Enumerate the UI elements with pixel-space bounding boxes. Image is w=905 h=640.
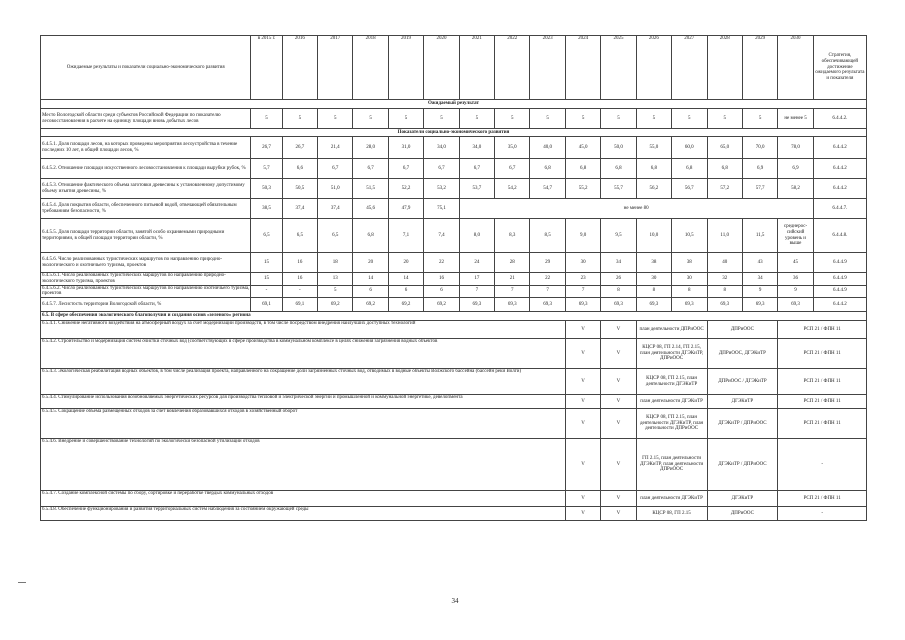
- value-cell: 69,1: [251, 298, 282, 312]
- value-cell: 20: [388, 253, 423, 273]
- value-cell: 56,2: [636, 179, 671, 199]
- table-row: [41, 219, 867, 253]
- period-mark: V: [601, 491, 636, 507]
- period-mark: V: [601, 409, 636, 439]
- basis-document: ГП 2.15, план деятельности ДГЭКиТР, план деятельности ДПРиООС: [636, 439, 707, 491]
- value-cell: 14: [353, 273, 388, 286]
- value-cell: 32: [707, 273, 742, 286]
- row-name: 6.4.5.3. Отношение фактического объема заготовки древесины к установленному допустимому объему изъятия древесины, %: [41, 179, 251, 199]
- period-mark: V: [565, 491, 600, 507]
- value-cell: 43: [742, 253, 777, 273]
- value-cell: 53,7: [459, 179, 494, 199]
- table-row: [41, 321, 867, 339]
- value-cell: 24: [459, 253, 494, 273]
- value-cell: 69,3: [636, 298, 671, 312]
- value-cell: 34,0: [424, 137, 459, 159]
- period-mark: V: [601, 507, 636, 521]
- value-cell: 10,5: [672, 219, 707, 253]
- value-cell: 38,5: [251, 199, 282, 219]
- value-cell: 78,0: [778, 137, 813, 159]
- row-name: Место Вологодской области среди субъектов Российской Федерации по показателю лесовосстановления в расчете на единицу площади вновь добытых лесов: [41, 109, 251, 129]
- basis-document: план деятельности ДГЭКиТР: [636, 491, 707, 507]
- value-cell: 5: [424, 109, 459, 129]
- value-cell: 69,3: [778, 298, 813, 312]
- value-cell: 8: [601, 285, 636, 298]
- strategy-code: -: [778, 507, 867, 521]
- basis-document: КЦСР 08, ГП 2.15: [636, 507, 707, 521]
- year-header: 2018: [353, 36, 388, 100]
- value-cell: 5: [530, 109, 565, 129]
- value-cell: 11,5: [742, 219, 777, 253]
- strategy-code: 6.4.4.8.: [813, 219, 866, 253]
- responsible-executor: ДГЭКиТР: [707, 491, 778, 507]
- table-row: [41, 159, 867, 179]
- value-cell: 45,6: [353, 199, 388, 219]
- value-cell: 69,3: [742, 298, 777, 312]
- value-cell: 30: [565, 253, 600, 273]
- period-mark: V: [565, 321, 600, 339]
- page-number: 34: [451, 597, 459, 605]
- value-cell: 7,1: [388, 219, 423, 253]
- section-ecology-title-row: [41, 312, 867, 321]
- row-name: 6.4.5.6.2. Число реализованных туристических маршрутов по направлению охотничьего туризма, проектов: [42, 285, 250, 297]
- responsible-executor: ДПРиООС, ДГЭКиТР: [707, 339, 778, 369]
- value-cell: 69,3: [459, 298, 494, 312]
- strategy-code: 6.4.4.9: [813, 253, 866, 273]
- value-cell: 54,7: [530, 179, 565, 199]
- responsible-executor: ДГЭКиТР / ДПРиООС: [707, 439, 778, 491]
- strategy-code: РСП 21 / ФПН 11: [778, 339, 867, 369]
- value-cell: 69,3: [530, 298, 565, 312]
- column-header-name: Ожидаемые результаты и показатели социально-экономического развития: [41, 36, 251, 100]
- value-cell: 31,0: [388, 137, 423, 159]
- value-cell: 69,1: [282, 298, 317, 312]
- value-cell: 70,0: [742, 137, 777, 159]
- table-row: [41, 409, 867, 439]
- merged-value-cell: не менее 80: [459, 199, 813, 219]
- value-cell: 6,7: [318, 159, 353, 179]
- value-cell: 6: [388, 285, 423, 298]
- value-cell: 5: [353, 109, 388, 129]
- row-name: 6.5.4.4. Стимулирование использования возобновляемых энергетических ресурсов для производства тепловой и электрической энергии и промышленной и коммунальной энергетике, девелопмента: [41, 395, 566, 409]
- value-cell: 6,7: [424, 159, 459, 179]
- value-cell: 69,3: [672, 298, 707, 312]
- table-row: [41, 369, 867, 395]
- strategy-code: 6.4.4.7.: [813, 199, 866, 219]
- value-cell: 6,7: [388, 159, 423, 179]
- value-cell: 8,0: [459, 219, 494, 253]
- value-cell: 47,9: [388, 199, 423, 219]
- margin-mark: [18, 582, 26, 583]
- value-cell: 5: [318, 109, 353, 129]
- value-cell: 16: [282, 273, 317, 286]
- year-header: 2021: [459, 36, 494, 100]
- row-name: 6.4.5.5. Доля площади территории области, занятой особо охраняемыми природными территориями, в общей площади территории области, %: [41, 219, 251, 253]
- value-cell: 9: [778, 285, 813, 298]
- value-cell: 45: [778, 253, 813, 273]
- period-mark: V: [565, 369, 600, 395]
- period-mark: V: [565, 439, 600, 491]
- value-cell: 58,2: [778, 179, 813, 199]
- value-cell: 5: [388, 109, 423, 129]
- row-name: 6.4.5.6.1. Число реализованных туристических маршрутов по направлению природно-экологического туризма, проектов: [41, 273, 251, 286]
- value-cell: 57,2: [707, 179, 742, 199]
- period-mark: V: [565, 507, 600, 521]
- table-row: [41, 298, 867, 312]
- table-row: [41, 199, 867, 219]
- value-cell: 15: [251, 253, 282, 273]
- value-cell: 26: [601, 273, 636, 286]
- value-cell: 75,1: [424, 199, 459, 219]
- strategy-code: 6.4.4.9: [813, 273, 866, 286]
- table-row: [41, 179, 867, 199]
- value-cell: 50,0: [601, 137, 636, 159]
- row-name: 6.5.4.8. Обеспечение функционирования и развития территориальных систем наблюдения за состоянием окружающей среды: [41, 507, 566, 521]
- value-cell: 20: [353, 253, 388, 273]
- table-row: [41, 285, 867, 298]
- period-mark: V: [601, 321, 636, 339]
- row-name: 6.5.4.6. Внедрение и совершенствование технологий по экологически безопасной утилизации отходов: [41, 439, 566, 491]
- value-cell: 6,8: [353, 219, 388, 253]
- value-cell: 6,8: [636, 159, 671, 179]
- value-cell: среднерос-сийский уровень и выше: [778, 219, 813, 253]
- value-cell: 69,2: [318, 298, 353, 312]
- year-header: 2028: [707, 36, 742, 100]
- value-cell: 26,7: [251, 137, 282, 159]
- value-cell: 8,5: [530, 219, 565, 253]
- value-cell: 38: [636, 253, 671, 273]
- value-cell: 23: [565, 273, 600, 286]
- value-cell: 21: [495, 273, 530, 286]
- value-cell: 5: [565, 109, 600, 129]
- strategy-code: 6.4.4.2.: [813, 109, 866, 129]
- year-header: 2030: [778, 36, 813, 100]
- value-cell: 69,3: [707, 298, 742, 312]
- value-cell: 69,2: [424, 298, 459, 312]
- value-cell: не менее 5: [778, 109, 813, 129]
- value-cell: 8: [636, 285, 671, 298]
- value-cell: 65,0: [707, 137, 742, 159]
- value-cell: 57,7: [742, 179, 777, 199]
- year-header: 2017: [318, 36, 353, 100]
- value-cell: 6,7: [495, 159, 530, 179]
- strategy-code: -: [778, 439, 867, 491]
- value-cell: 7: [530, 285, 565, 298]
- value-cell: 69,2: [353, 298, 388, 312]
- year-header: 2029: [742, 36, 777, 100]
- value-cell: 34: [601, 253, 636, 273]
- value-cell: 50,5: [282, 179, 317, 199]
- value-cell: 7: [495, 285, 530, 298]
- value-cell: 6,5: [318, 219, 353, 253]
- basis-document: план деятельности ДГЭКиТР: [636, 395, 707, 409]
- value-cell: 28,0: [353, 137, 388, 159]
- row-name: 6.5.4.2. Строительство и модернизация систем очистки сточных вод (соответствующих в сфере производства в коммунальном комплексе в целях снижения загрязнения водных объектов: [41, 339, 566, 369]
- value-cell: 6,8: [601, 159, 636, 179]
- value-cell: 55,0: [636, 137, 671, 159]
- period-mark: V: [565, 339, 600, 369]
- value-cell: 9,0: [565, 219, 600, 253]
- value-cell: 37,4: [318, 199, 353, 219]
- row-name: 6.5.4.1. Снижение негативного воздействия на атмосферный воздух за счет модернизации производств, в том числе посредством внедрения наилучших доступных технологий: [41, 321, 566, 339]
- section-indicators-title: Показатели социально-экономического развития: [41, 129, 867, 137]
- value-cell: 18: [318, 253, 353, 273]
- table-body: [41, 100, 867, 521]
- value-cell: 37,4: [282, 199, 317, 219]
- strategy-code: 6.4.4.2: [813, 298, 866, 312]
- strategy-code: 6.4.4.9: [813, 285, 866, 298]
- value-cell: 6,8: [565, 159, 600, 179]
- strategy-code: РСП 21 / ФПН 11: [778, 409, 867, 439]
- table-row: [41, 109, 867, 129]
- value-cell: 69,3: [565, 298, 600, 312]
- value-cell: 69,2: [388, 298, 423, 312]
- strategy-code: 6.4.4.2: [813, 137, 866, 159]
- value-cell: 14: [388, 273, 423, 286]
- strategy-code: 6.4.4.2: [813, 159, 866, 179]
- year-header: 2025: [601, 36, 636, 100]
- value-cell: 30: [672, 273, 707, 286]
- table-row: [41, 273, 867, 286]
- basis-document: КЦСР 08, ГП 2.15, план деятельности ДГЭКиТР, план деятельности ДПРиООС: [636, 409, 707, 439]
- value-cell: 17: [459, 273, 494, 286]
- value-cell: 5: [459, 109, 494, 129]
- value-cell: 11,0: [707, 219, 742, 253]
- value-cell: 5,7: [251, 159, 282, 179]
- table-row: [41, 491, 867, 507]
- value-cell: 6,5: [282, 219, 317, 253]
- row-name: 6.4.5.2. Отношение площади искусственного лесовосстановления к площади вырубки рубок, %: [41, 159, 251, 179]
- strategy-code: РСП 21 / ФПН 11: [778, 491, 867, 507]
- value-cell: 8,3: [495, 219, 530, 253]
- plan-table-sheet: [40, 35, 867, 547]
- value-cell: 28: [495, 253, 530, 273]
- strategy-code: 6.4.4.2: [813, 179, 866, 199]
- value-cell: 26,7: [282, 137, 317, 159]
- value-cell: 40,0: [530, 137, 565, 159]
- value-cell: 13: [318, 273, 353, 286]
- value-cell: 54,2: [495, 179, 530, 199]
- value-cell: 69,3: [601, 298, 636, 312]
- value-cell: 6,6: [282, 159, 317, 179]
- value-cell: 29: [530, 253, 565, 273]
- table-row: [41, 439, 867, 491]
- year-header: 2026: [636, 36, 671, 100]
- value-cell: 16: [424, 273, 459, 286]
- row-name: 6.4.5.7. Лесистость территории Вологодской области, %: [41, 298, 251, 312]
- value-cell: 5: [707, 109, 742, 129]
- value-cell: 55,7: [601, 179, 636, 199]
- table-row: [41, 395, 867, 409]
- value-cell: 16: [282, 253, 317, 273]
- value-cell: 6,8: [672, 159, 707, 179]
- value-cell: 10,0: [636, 219, 671, 253]
- basis-document: план деятельности ДПРиООС: [636, 321, 707, 339]
- row-name: 6.5.4.3. Экологическая реабилитация водных объектов, в том числе реализация проекта, направленного на сокращение доли загрязненных сточных вод, отводимых в водные объекты Волжского бассейна (бассейн реки Волги): [41, 369, 566, 395]
- year-header: 2022: [495, 36, 530, 100]
- value-cell: 51,5: [353, 179, 388, 199]
- row-name: 6.5.4.5. Сокращение объема размещенных отходов за счет вовлечения образовавшихся отходов в хозяйственный оборот: [41, 409, 566, 439]
- table-row: [41, 507, 867, 521]
- row-name: 6.4.5.6. Число реализованных туристических маршрутов по направлению природно-экологического и охотничьего туризма, проектов: [41, 253, 251, 273]
- column-header-strategy: Стратегия, обеспечивающей достижение ожидаемого результата и показателя: [813, 36, 866, 100]
- table-row: [41, 137, 867, 159]
- year-header: 2016: [282, 36, 317, 100]
- responsible-executor: ДПРиООС / ДГЭКиТР: [707, 369, 778, 395]
- table-row: [41, 339, 867, 369]
- value-cell: 7,4: [424, 219, 459, 253]
- value-cell: 21,4: [318, 137, 353, 159]
- value-cell: 34: [742, 273, 777, 286]
- value-cell: 34,0: [459, 137, 494, 159]
- value-cell: 6: [353, 285, 388, 298]
- section-expected-title-row: [41, 100, 867, 109]
- strategy-code: РСП 21 / ФПН 11: [778, 395, 867, 409]
- value-cell: 53,2: [424, 179, 459, 199]
- value-cell: 6,8: [707, 159, 742, 179]
- value-cell: 50,3: [251, 179, 282, 199]
- value-cell: 15: [251, 273, 282, 286]
- period-mark: V: [601, 369, 636, 395]
- strategy-code: РСП 21 / ФПН 11: [778, 369, 867, 395]
- responsible-executor: ДПРиООС: [707, 321, 778, 339]
- value-cell: -: [282, 285, 317, 298]
- value-cell: -: [251, 285, 282, 298]
- year-header: 2027: [672, 36, 707, 100]
- value-cell: 22: [530, 273, 565, 286]
- value-cell: 38: [672, 253, 707, 273]
- section-indicators-title-row: [41, 129, 867, 137]
- value-cell: 5: [318, 285, 353, 298]
- value-cell: 9,5: [601, 219, 636, 253]
- value-cell: 6: [424, 285, 459, 298]
- value-cell: 60,0: [672, 137, 707, 159]
- value-cell: 5: [742, 109, 777, 129]
- value-cell: 35,0: [495, 137, 530, 159]
- year-header: 2023: [530, 36, 565, 100]
- value-cell: 51,0: [318, 179, 353, 199]
- value-cell: 6,9: [742, 159, 777, 179]
- value-cell: 5: [672, 109, 707, 129]
- responsible-executor: ДГЭКиТР: [707, 395, 778, 409]
- value-cell: 8: [707, 285, 742, 298]
- value-cell: 6,7: [353, 159, 388, 179]
- value-cell: 36: [778, 273, 813, 286]
- value-cell: 6,7: [459, 159, 494, 179]
- value-cell: 7: [459, 285, 494, 298]
- value-cell: 45,0: [565, 137, 600, 159]
- responsible-executor: ДПРиООС: [707, 507, 778, 521]
- value-cell: 22: [424, 253, 459, 273]
- section-expected-title: Ожидаемый результат: [41, 100, 867, 109]
- header-row: [41, 36, 867, 100]
- section-ecology-title: 6.5. В сфере обеспечения экологического благополучия и создания основ «зеленого» региона: [41, 312, 867, 321]
- value-cell: 30: [636, 273, 671, 286]
- value-cell: 55,2: [565, 179, 600, 199]
- period-mark: V: [565, 395, 600, 409]
- value-cell: 6,9: [778, 159, 813, 179]
- value-cell: 5: [251, 109, 282, 129]
- responsible-executor: ДГЭКиТР / ДПРиООС: [707, 409, 778, 439]
- year-header: 2019: [388, 36, 423, 100]
- row-name: 6.4.5.1. Доля площади лесов, на которых проведены мероприятия лесоустройства в течение последних 10 лет, в общей площади лесов, %: [41, 137, 251, 159]
- value-cell: 7: [565, 285, 600, 298]
- basis-document: КЦСР 08, ГП 2.15, план деятельности ДГЭКиТР: [636, 369, 707, 395]
- row-name: 6.4.5.4. Доля покрытия области, обеспеченного питьевой водой, отвечающей обязательным требованиям безопасности, %: [41, 199, 251, 219]
- period-mark: V: [565, 409, 600, 439]
- year-header: в 2015 г.: [251, 36, 282, 100]
- period-mark: V: [601, 339, 636, 369]
- value-cell: 8: [672, 285, 707, 298]
- year-header: 2024: [565, 36, 600, 100]
- period-mark: V: [601, 395, 636, 409]
- value-cell: 69,3: [495, 298, 530, 312]
- basis-document: КЦСР 08, ГП 2.14, ГП 2.15, план деятельности ДГЭКиТР, ДПРиООС: [636, 339, 707, 369]
- value-cell: 5: [601, 109, 636, 129]
- value-cell: 9: [742, 285, 777, 298]
- value-cell: 52,2: [388, 179, 423, 199]
- value-cell: 5: [495, 109, 530, 129]
- value-cell: 6,5: [251, 219, 282, 253]
- value-cell: 40: [707, 253, 742, 273]
- table-row: [41, 253, 867, 273]
- period-mark: V: [601, 439, 636, 491]
- strategy-code: РСП 21 / ФПН 11: [778, 321, 867, 339]
- results-table: [40, 35, 867, 521]
- value-cell: 6,8: [530, 159, 565, 179]
- value-cell: 56,7: [672, 179, 707, 199]
- row-name: 6.5.4.7. Создание комплексной системы по сбору, сортировке и переработке твердых коммунальных отходов: [41, 491, 566, 507]
- value-cell: 5: [636, 109, 671, 129]
- value-cell: 5: [282, 109, 317, 129]
- year-header: 2020: [424, 36, 459, 100]
